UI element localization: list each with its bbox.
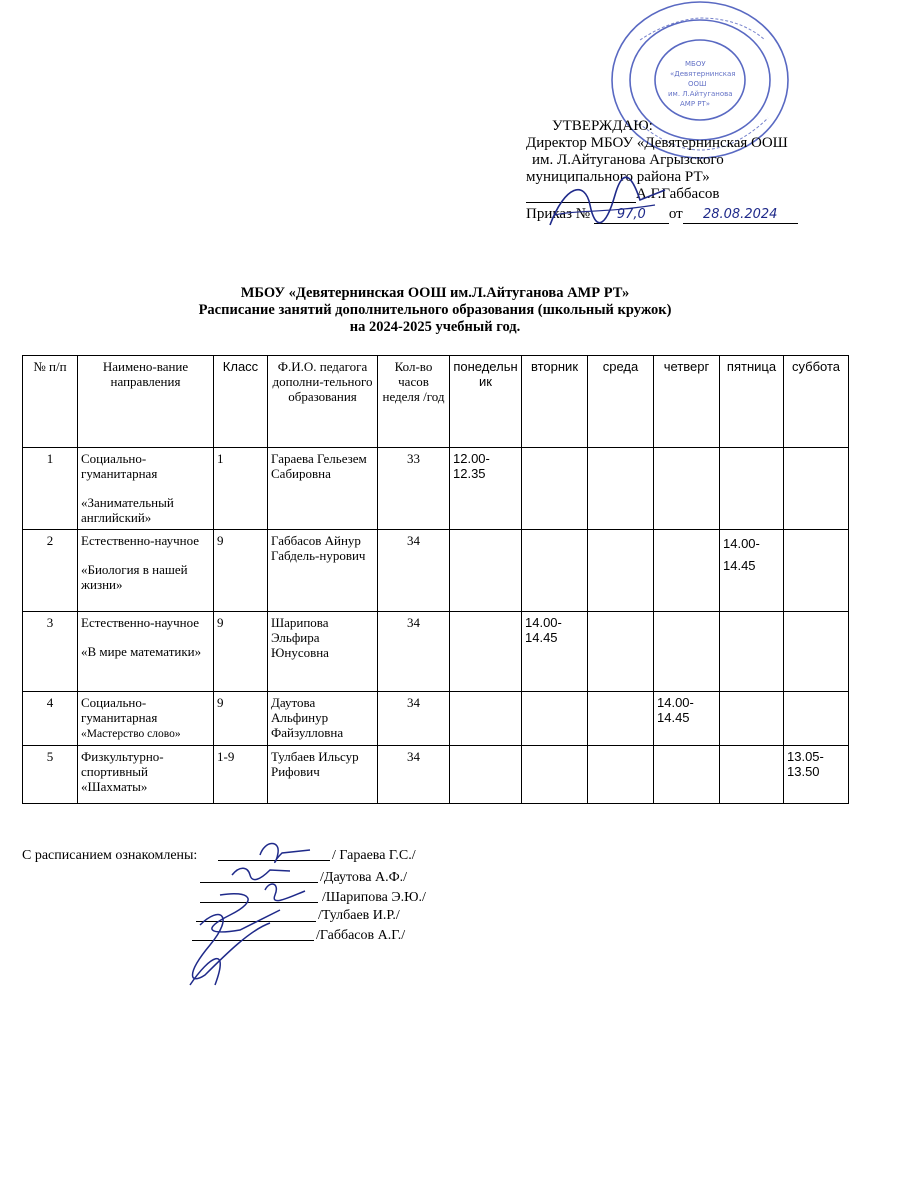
header-thursday: четверг	[654, 356, 720, 448]
row-thursday	[654, 448, 720, 530]
header-tuesday: вторник	[522, 356, 588, 448]
row-thursday: 14.00-14.45	[654, 692, 720, 746]
approval-district-line: муниципального района РТ»	[526, 169, 710, 185]
row-num: 1	[23, 448, 78, 530]
table-header-row	[23, 356, 849, 448]
row-wednesday	[588, 530, 654, 612]
acknowledgement-name: / Гараева Г.С./	[332, 848, 416, 863]
row-teacher: Тулбаев Ильсур Рифович	[268, 746, 378, 804]
row-hours: 33	[378, 448, 450, 530]
table-row	[23, 448, 849, 530]
row-saturday	[784, 612, 849, 692]
row-tuesday	[522, 692, 588, 746]
row-monday	[450, 612, 522, 692]
row-hours: 34	[378, 746, 450, 804]
header-teacher: Ф.И.О. педагога дополни-тельного образования	[268, 356, 378, 448]
row-tuesday	[522, 448, 588, 530]
row-saturday	[784, 448, 849, 530]
table-row	[23, 530, 849, 612]
circle-name: «Мастерство слово»	[81, 728, 181, 740]
circle-name: «В мире математики»	[81, 644, 202, 659]
row-teacher: Гараева Гельезем Сабировна	[268, 448, 378, 530]
acknowledgement-label: С расписанием ознакомлены:	[22, 848, 198, 863]
row-saturday	[784, 530, 849, 612]
row-class: 9	[214, 530, 268, 612]
order-label: Приказ №	[526, 206, 591, 222]
header-direction: Наимено-вание направления	[78, 356, 214, 448]
row-wednesday	[588, 448, 654, 530]
svg-text:АМР РТ»: АМР РТ»	[680, 100, 711, 108]
circle-name: «Занимательный английский»	[81, 495, 174, 525]
acknowledgement-signatures	[170, 835, 340, 1005]
direction-name: Естественно-научное	[81, 615, 200, 630]
row-friday: 14.00-14.45	[720, 530, 784, 612]
row-friday	[720, 448, 784, 530]
svg-text:ООШ: ООШ	[688, 80, 707, 88]
row-thursday	[654, 612, 720, 692]
row-wednesday	[588, 612, 654, 692]
schedule-title: Расписание занятий дополнительного образования (школьный кружок)	[198, 302, 672, 318]
header-saturday: суббота	[784, 356, 849, 448]
row-friday	[720, 692, 784, 746]
circle-name: «Биология в нашей жизни»	[81, 562, 188, 592]
direction-name: Социально-гуманитарная	[81, 451, 158, 481]
approval-name-line: им. Л.Айтуганова Агрызского	[532, 152, 724, 168]
approval-title: УТВЕРЖДАЮ:	[552, 118, 653, 134]
table-row	[23, 746, 849, 804]
row-class: 9	[214, 692, 268, 746]
row-hours: 34	[378, 530, 450, 612]
table-row	[23, 692, 849, 746]
row-num: 4	[23, 692, 78, 746]
row-teacher: Габбасов Айнур Габдель-нурович	[268, 530, 378, 612]
document-heading	[0, 285, 870, 336]
row-class: 1	[214, 448, 268, 530]
order-number: 97,0	[594, 206, 669, 224]
table-row	[23, 612, 849, 692]
header-friday: пятница	[720, 356, 784, 448]
svg-text:«Девятернинская: «Девятернинская	[670, 70, 736, 78]
row-tuesday	[522, 746, 588, 804]
row-monday	[450, 692, 522, 746]
row-wednesday	[588, 692, 654, 746]
row-tuesday: 14.00-14.45	[522, 612, 588, 692]
row-thursday	[654, 746, 720, 804]
row-teacher: Шарипова Эльфира Юнусовна	[268, 612, 378, 692]
row-num: 2	[23, 530, 78, 612]
row-monday: 12.00-12.35	[450, 448, 522, 530]
approval-director-line: Директор МБОУ «Девятернинская ООШ	[526, 135, 788, 151]
order-from-label: от	[668, 206, 683, 222]
row-hours: 34	[378, 612, 450, 692]
approval-signer: А.Г.Габбасов	[636, 186, 720, 202]
row-monday	[450, 530, 522, 612]
acknowledgement-name: /Даутова А.Ф./	[320, 870, 408, 885]
svg-text:МБОУ: МБОУ	[685, 60, 706, 68]
row-saturday: 13.05-13.50	[784, 746, 849, 804]
row-num: 5	[23, 746, 78, 804]
circle-name: «Шахматы»	[81, 779, 148, 794]
row-num: 3	[23, 612, 78, 692]
row-saturday	[784, 692, 849, 746]
acknowledgement-name: /Габбасов А.Г./	[316, 928, 406, 943]
row-direction	[78, 448, 214, 530]
schedule-table	[22, 355, 849, 804]
header-class: Класс	[214, 356, 268, 448]
direction-name: Физкультурно-спортивный	[81, 749, 164, 779]
row-hours: 34	[378, 692, 450, 746]
row-friday	[720, 746, 784, 804]
row-friday	[720, 612, 784, 692]
row-direction	[78, 692, 214, 746]
header-monday: понедельник	[450, 356, 522, 448]
row-thursday	[654, 530, 720, 612]
director-signature	[545, 175, 675, 235]
svg-text:им. Л.Айтуганова: им. Л.Айтуганова	[668, 90, 733, 98]
row-direction	[78, 746, 214, 804]
direction-name: Социально-гуманитарная	[81, 695, 158, 725]
acknowledgement-name: /Шарипова Э.Ю./	[322, 890, 426, 905]
header-hours: Кол-во часов неделя /год	[378, 356, 450, 448]
row-teacher: Даутова Альфинур Файзулловна	[268, 692, 378, 746]
header-wednesday: среда	[588, 356, 654, 448]
row-monday	[450, 746, 522, 804]
row-class: 9	[214, 612, 268, 692]
school-name: МБОУ «Девятернинская ООШ им.Л.Айтуганова АМР РТ»	[240, 285, 630, 301]
row-tuesday	[522, 530, 588, 612]
acknowledgement-name: /Тулбаев И.Р./	[318, 908, 400, 923]
row-direction	[78, 612, 214, 692]
row-class: 1-9	[214, 746, 268, 804]
order-date: 28.08.2024	[683, 206, 798, 224]
row-direction	[78, 530, 214, 612]
row-wednesday	[588, 746, 654, 804]
academic-year: на 2024-2025 учебный год.	[349, 319, 521, 335]
direction-name: Естественно-научное	[81, 533, 200, 548]
header-num: № п/п	[23, 356, 78, 448]
